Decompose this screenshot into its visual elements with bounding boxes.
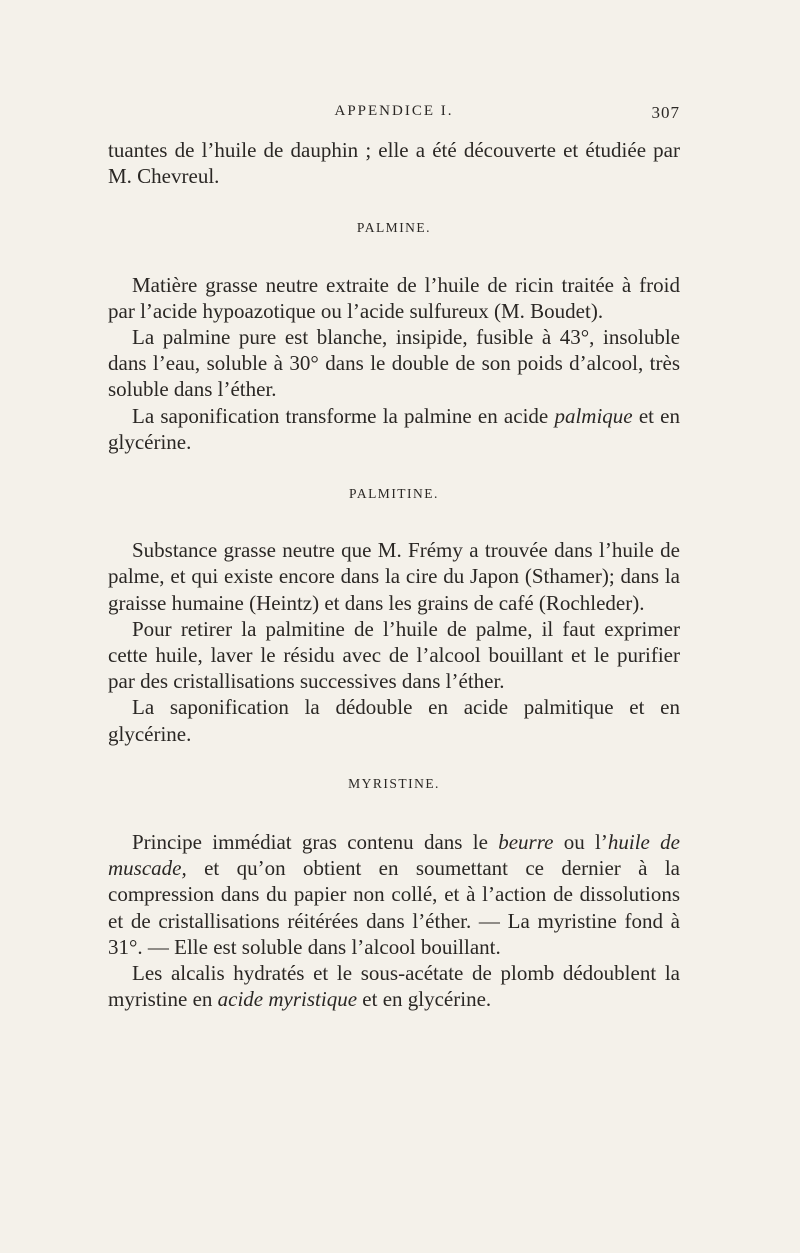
palmitine-paragraph-1: Substance grasse neutre que M. Frémy a trouvée dans l’huile de palme, et qui existe encore dans la cire du Japon (Sthamer); dans la graisse humaine (Heintz) et dans les grains de café (Rochleder). [108, 538, 680, 615]
palmitine-paragraph-3: La saponification la dédouble en acide palmitique et en glycérine. [108, 695, 680, 746]
palmine-paragraph-2: La palmine pure est blanche, insipide, fusible à 43°, insoluble dans l’eau, soluble à 30° dans le double de son poids d’alcool, très soluble dans l’éther. [108, 325, 680, 402]
running-head [108, 103, 680, 125]
text-span: Principe immédiat gras contenu dans le [132, 830, 499, 855]
italic-term: acide myristique [217, 987, 358, 1012]
running-title: APPENDICE I. [334, 103, 454, 119]
myristine-paragraph-1 [108, 829, 680, 960]
section-heading-myristine: MYRISTINE. [348, 775, 440, 791]
page-number: 307 [651, 103, 680, 122]
section-heading-palmitine: PALMITINE. [349, 486, 439, 502]
myristine-paragraph-2 [108, 960, 680, 1012]
text-span: et en glycérine. [108, 403, 680, 454]
text-span: et en glycérine. [357, 987, 492, 1012]
body-text [108, 137, 680, 1012]
continued-paragraph: tuantes de l’huile de dauphin ; elle a été découverte et étudiée par M. Chevreul. [108, 138, 680, 189]
text-span: et qu’on obtient en soumettant ce dernier à la compression dans du papier non collé, et à l’action de dissolutions et de cristallisations réitérées dans l’éther. — La myristine fond à 31°. — Elle est soluble dans l’alcool bouillant. [108, 856, 680, 959]
italic-term: beurre [498, 830, 554, 855]
text-span: Les alcalis hydratés et le sous-acétate de plomb dédoublent la myristine en [108, 961, 680, 1012]
italic-term: huile de muscade, [108, 830, 681, 881]
italic-term: palmique [554, 403, 633, 428]
palmine-paragraph-3 [108, 403, 680, 455]
palmitine-paragraph-2: Pour retirer la palmitine de l’huile de palme, il faut exprimer cette huile, laver le résidu avec de l’alcool bouillant et le purifier par des cristallisations successives dans l’éther. [108, 616, 680, 694]
text-span: La saponification transforme la palmine en acide [132, 403, 555, 428]
text-span: ou l’ [553, 830, 608, 855]
palmine-paragraph-1: Matière grasse neutre extraite de l’huile de ricin traitée à froid par l’acide hypoazotique ou l’acide sulfureux (M. Boudet). [108, 272, 680, 323]
section-heading-palmine: PALMINE. [356, 220, 432, 236]
